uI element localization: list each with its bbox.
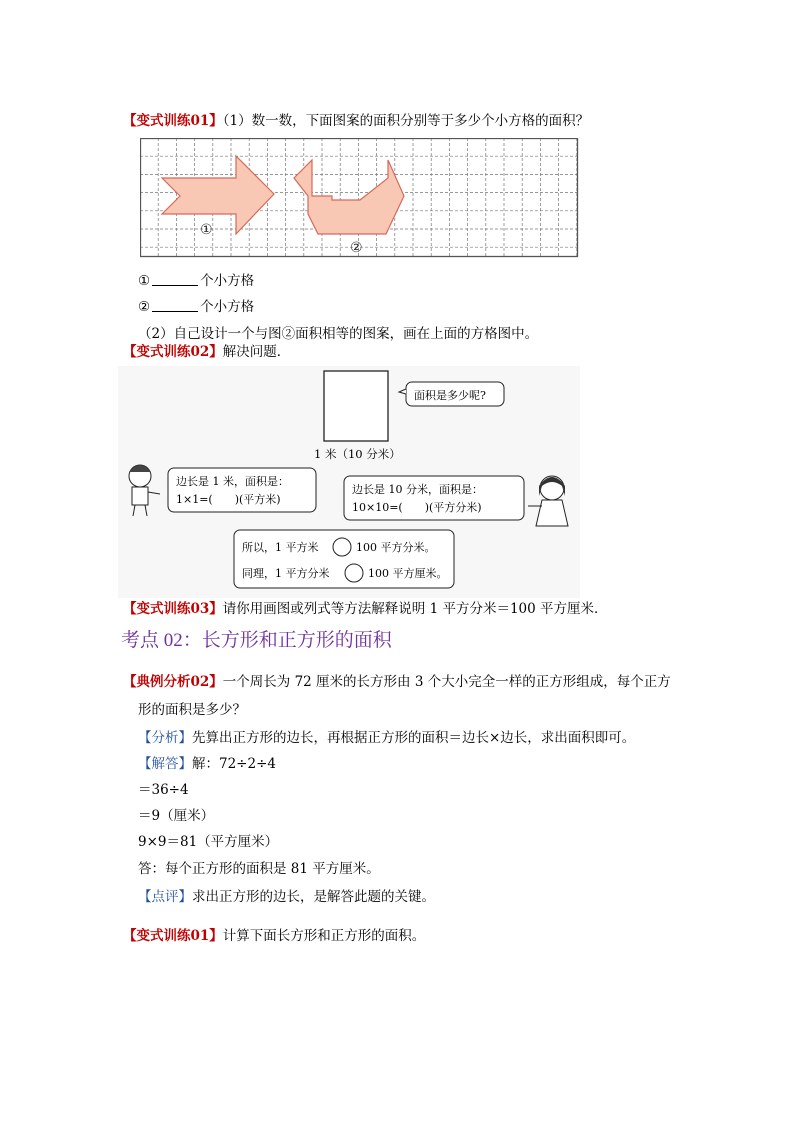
example-text-line1: 一个周长为 72 厘米的长方形由 3 个大小完全一样的正方形组成，每个正方 [222,674,671,690]
answer-step2: ＝9（厘米） [138,808,215,824]
answer-text: 解：72÷2÷4 [192,756,276,772]
analysis-text: 先算出正方形的边长，再根据正方形的面积＝边长×边长，求出面积即可。 [192,730,636,746]
left-bubble-line2: 1×1=( )(平方米) [176,493,281,506]
one-meter-square [324,371,388,441]
conclusion-line2b: 100 平方厘米。 [368,567,448,580]
answer-line [138,755,276,773]
example-tag: 【典例分析02】 [123,674,223,690]
exercise4 [123,927,425,945]
answer2-blank[interactable] [152,299,198,312]
right-bubble-line2: 10×10=( )(平方分米) [352,501,482,514]
compare-circle-1 [333,538,351,556]
shape2-label: ② [350,240,363,256]
conclusion-line1b: 100 平方分米。 [356,541,436,554]
exercise4-tag: 【变式训练01】 [123,928,223,944]
exercise1-tag: 【变式训练01】 [123,113,223,129]
answer-tag: 【解答】 [138,756,192,772]
exercise1-answer1 [138,272,254,290]
exercise4-text: 计算下面长方形和正方形的面积。 [222,928,426,944]
answer-final: 答：每个正方形的面积是 81 平方厘米。 [138,861,380,877]
answer-step1: ＝36÷4 [138,782,189,798]
left-bubble-line1: 边长是 1 米，面积是： [176,475,289,488]
exercise3 [123,600,608,618]
arrow-shape [162,156,274,234]
comment-line [138,888,435,906]
exercise1-answer2 [138,298,254,316]
analysis-tag: 【分析】 [138,730,192,746]
compare-circle-2 [345,564,363,582]
exercise1-q1: （1）数一数，下面图案的面积分别等于多少个小方格的面积？ [222,113,590,129]
section-heading: 考点 02：长方形和正方形的面积 [121,630,392,651]
answer-step3: 9×9＝81（平方厘米） [138,834,279,850]
answer2-prefix: ② [138,299,151,315]
area-illustration [118,366,580,598]
conclusion-line1a: 所以，1 平方米 [242,541,319,554]
conclusion-line2a: 同理，1 平方分米 [242,567,330,580]
question-bubble-text: 面积是多少呢? [414,389,486,402]
bird-shape [294,160,404,234]
exercise2-text: 解决问题． [222,344,291,360]
grid-figure [140,138,580,260]
exercise1-question [123,112,589,130]
exercise3-text: 请你用画图或列式等方法解释说明 1 平方分米＝100 平方厘米． [222,601,608,617]
answer1-suffix: 个小方格 [200,273,255,289]
answer1-blank[interactable] [152,273,198,286]
analysis-line [138,729,635,747]
comment-text: 求出正方形的边长，是解答此题的关键。 [192,889,435,905]
square-label: 1 米（10 分米） [314,447,401,461]
exercise2-tag: 【变式训练02】 [123,344,223,360]
exercise3-tag: 【变式训练03】 [123,601,223,617]
example-text-line2: 形的面积是多少？ [138,702,246,718]
right-bubble-line1: 边长是 10 分米，面积是： [352,483,483,496]
example-line1 [123,673,671,691]
answer2-suffix: 个小方格 [200,299,255,315]
shape1-label: ① [200,222,213,238]
exercise2-heading [123,343,290,361]
comment-tag: 【点评】 [138,889,192,905]
exercise1-q2: （2）自己设计一个与图②面积相等的图案，画在上面的方格图中。 [138,326,539,342]
answer1-prefix: ① [138,273,151,289]
